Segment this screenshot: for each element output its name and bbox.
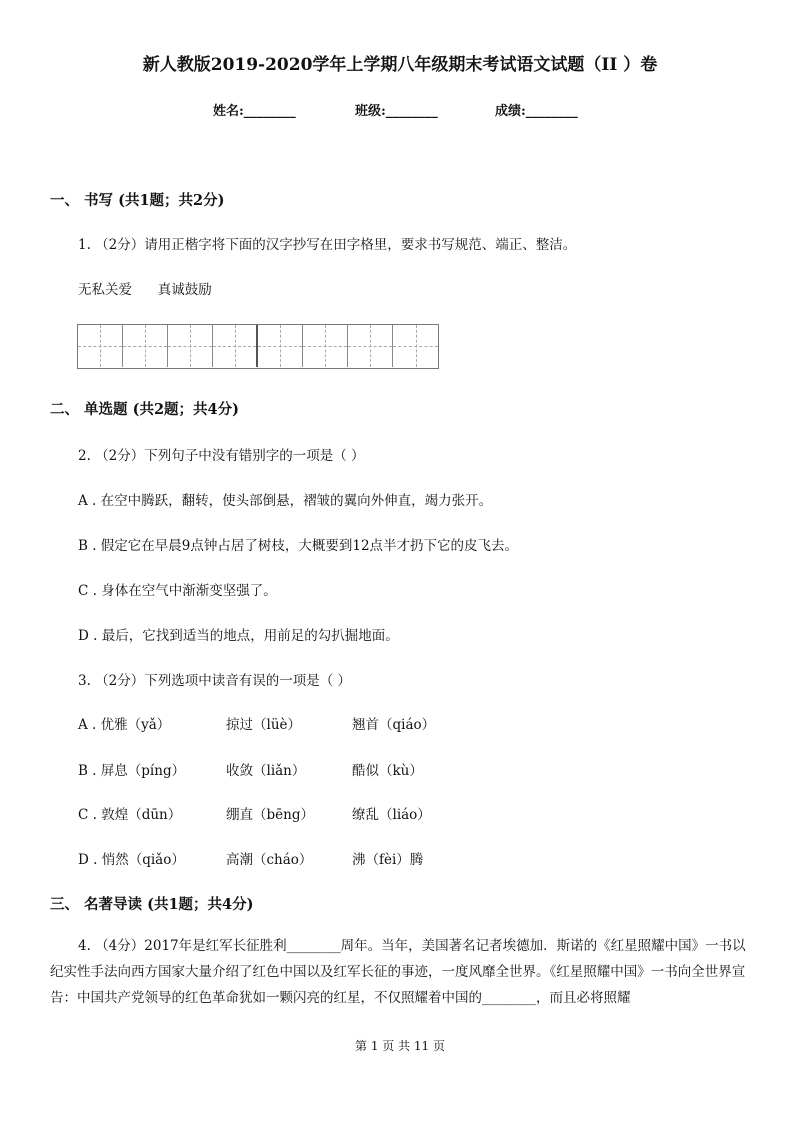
grid-cell — [303, 325, 348, 367]
grid-cell — [168, 325, 213, 367]
question-2: 2. （2分）下列句子中没有错别字的一项是（ ） — [78, 448, 365, 464]
q3-option-a-1: A . 优雅（yǎ） — [78, 717, 171, 733]
grid-cell — [258, 325, 303, 367]
tianzige-grid — [77, 324, 439, 369]
copy-words: 无私关爱 真诚鼓励 — [78, 282, 212, 298]
section-heading-3: 三、 名著导读 (共1题；共4分) — [50, 896, 254, 913]
grid-cell — [123, 325, 168, 367]
question-4: 4. （4分）2017年是红军长征胜利________周年。当年，美国著名记者埃德加．斯诺的《红星照耀中国》一书以纪实性手法向西方国家大量介绍了红色中国以及红军长征的事迹，一度风靡全世界。《红星照耀中国》一书向全世界宣告：中国共产党领导的红色革命犹如一颗闪亮的红星，不仅照耀着中国的________，而且必将照耀 — [50, 938, 746, 1006]
question-3: 3. （2分）下列选项中读音有误的一项是（ ） — [78, 673, 352, 689]
grid-cell — [348, 325, 393, 367]
q3-option-c-2: 绷直（bēng） — [226, 807, 314, 823]
q3-option-b-2: 收敛（liǎn） — [226, 763, 306, 779]
q2-option-d: D . 最后，它找到适当的地点，用前足的勾扒掘地面。 — [78, 628, 399, 644]
score-field: 成绩:________ — [495, 104, 578, 119]
page-title: 新人教版2019-2020学年上学期八年级期末考试语文试题（II ）卷 — [142, 55, 658, 75]
q3-option-d-1: D . 悄然（qiǎo） — [78, 852, 185, 868]
q2-option-a: A . 在空中腾跃，翻转，使头部倒悬，褶皱的翼向外伸直，竭力张开。 — [78, 493, 493, 509]
grid-cell — [78, 325, 123, 367]
q3-option-a-2: 掠过（lüè） — [226, 717, 302, 733]
q3-option-d-2: 高潮（cháo） — [226, 852, 313, 868]
grid-cell — [213, 325, 258, 367]
q3-option-c-3: 缭乱（liáo） — [352, 807, 431, 823]
question-1: 1. （2分）请用正楷字将下面的汉字抄写在田字格里，要求书写规范、端正、整洁。 — [78, 237, 577, 253]
page-footer: 第 1 页 共 11 页 — [355, 1039, 445, 1053]
grid-cell — [393, 325, 438, 367]
name-field: 姓名:________ — [213, 104, 296, 119]
q3-option-c-1: C . 敦煌（dūn） — [78, 807, 182, 823]
q2-option-c: C . 身体在空气中渐渐变坚强了。 — [78, 583, 277, 599]
section-heading-2: 二、 单选题 (共2题；共4分) — [50, 401, 239, 418]
q3-option-b-1: B . 屏息（píng） — [78, 763, 186, 779]
class-field: 班级:________ — [355, 104, 438, 119]
section-heading-1: 一、 书写 (共1题；共2分) — [50, 192, 225, 209]
q3-option-b-3: 酷似（kù） — [352, 763, 423, 779]
q3-option-d-3: 沸（fèi）腾 — [352, 852, 424, 868]
q3-option-a-3: 翘首（qiáo） — [352, 717, 436, 733]
q2-option-b: B . 假定它在早晨9点钟占居了树枝，大概要到12点半才扔下它的皮飞去。 — [78, 538, 519, 554]
